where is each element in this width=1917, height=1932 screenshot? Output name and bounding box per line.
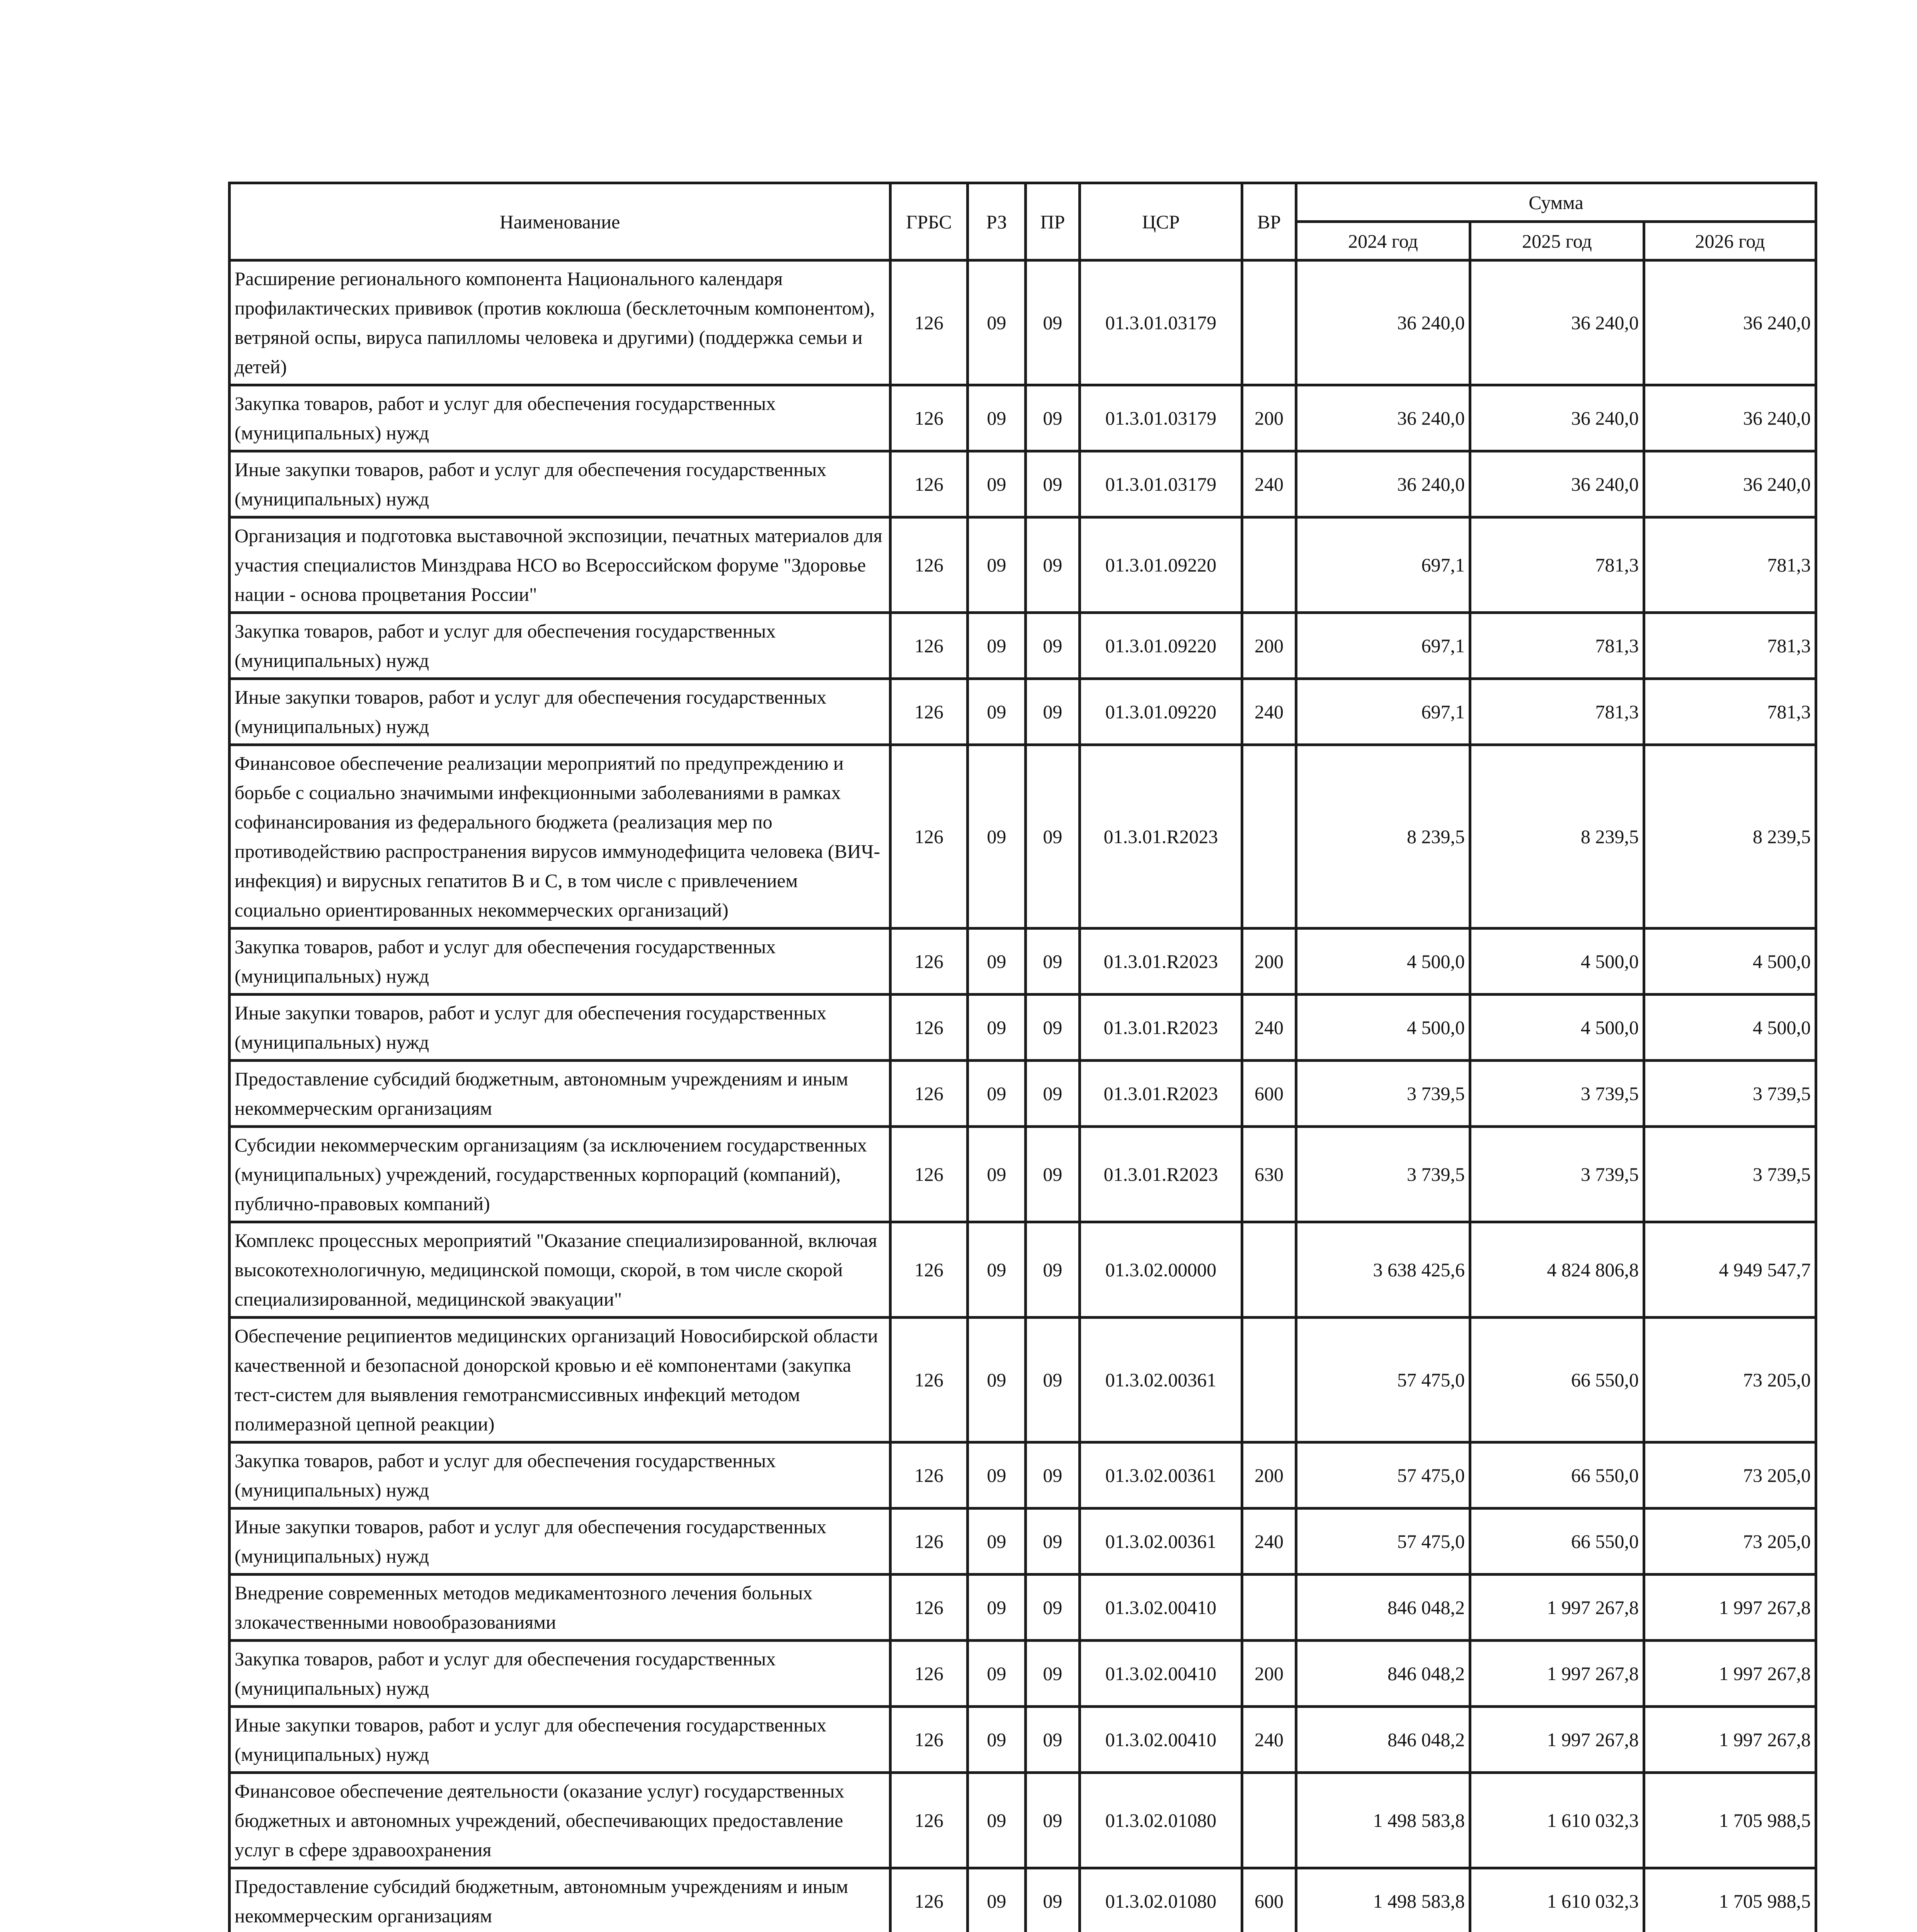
cell-name: Обеспечение реципиентов медицинских организаций Новосибирской области качественной и безопасной донорской кровью и её компонентами (закупка тест-систем для выявления гемотрансмиссивных инфекций методом полимеразной цепной реакции) — [230, 1318, 890, 1442]
table-row — [230, 1442, 1816, 1509]
col-header-rz: РЗ — [968, 183, 1026, 260]
cell-vr — [1242, 1318, 1296, 1442]
cell-2025: 781,3 — [1470, 613, 1644, 679]
table-row — [230, 679, 1816, 745]
table-row — [230, 1707, 1816, 1773]
cell-csr: 01.3.01.R2023 — [1080, 745, 1242, 929]
cell-name: Иные закупки товаров, работ и услуг для обеспечения государственных (муниципальных) нужд — [230, 451, 890, 517]
table-row — [230, 929, 1816, 995]
cell-2026: 36 240,0 — [1644, 260, 1816, 385]
cell-csr: 01.3.01.R2023 — [1080, 929, 1242, 995]
cell-rz: 09 — [968, 1641, 1026, 1707]
cell-2025: 36 240,0 — [1470, 385, 1644, 451]
cell-pr: 09 — [1026, 517, 1080, 613]
cell-name: Организация и подготовка выставочной экспозиции, печатных материалов для участия специалистов Минздрава НСО во Всероссийском форуме "Здоровье нации - основа процветания России" — [230, 517, 890, 613]
cell-2024: 3 739,5 — [1296, 1127, 1470, 1222]
table-row — [230, 745, 1816, 929]
cell-name: Иные закупки товаров, работ и услуг для обеспечения государственных (муниципальных) нужд — [230, 679, 890, 745]
cell-rz: 09 — [968, 995, 1026, 1061]
cell-csr: 01.3.01.09220 — [1080, 679, 1242, 745]
cell-2026: 781,3 — [1644, 679, 1816, 745]
cell-rz: 09 — [968, 929, 1026, 995]
cell-2024: 697,1 — [1296, 679, 1470, 745]
table-row — [230, 451, 1816, 517]
cell-name: Закупка товаров, работ и услуг для обеспечения государственных (муниципальных) нужд — [230, 385, 890, 451]
cell-2025: 1 997 267,8 — [1470, 1707, 1644, 1773]
cell-grbs: 126 — [890, 517, 968, 613]
col-header-pr: ПР — [1026, 183, 1080, 260]
cell-pr: 09 — [1026, 1127, 1080, 1222]
cell-csr: 01.3.02.00410 — [1080, 1641, 1242, 1707]
cell-2025: 66 550,0 — [1470, 1509, 1644, 1575]
cell-csr: 01.3.01.09220 — [1080, 613, 1242, 679]
cell-rz: 09 — [968, 613, 1026, 679]
cell-vr: 600 — [1242, 1868, 1296, 1932]
cell-2026: 1 997 267,8 — [1644, 1707, 1816, 1773]
cell-2024: 57 475,0 — [1296, 1442, 1470, 1509]
cell-name: Предоставление субсидий бюджетным, автономным учреждениям и иным некоммерческим организациям — [230, 1061, 890, 1127]
cell-2026: 3 739,5 — [1644, 1061, 1816, 1127]
header-row-1 — [230, 183, 1816, 222]
cell-grbs: 126 — [890, 1641, 968, 1707]
cell-pr: 09 — [1026, 1773, 1080, 1868]
cell-name: Предоставление субсидий бюджетным, автономным учреждениям и иным некоммерческим организациям — [230, 1868, 890, 1932]
table-row — [230, 1061, 1816, 1127]
cell-grbs: 126 — [890, 995, 968, 1061]
col-header-csr: ЦСР — [1080, 183, 1242, 260]
cell-grbs: 126 — [890, 1061, 968, 1127]
cell-2026: 4 949 547,7 — [1644, 1222, 1816, 1318]
cell-vr — [1242, 260, 1296, 385]
cell-rz: 09 — [968, 1575, 1026, 1641]
cell-grbs: 126 — [890, 1575, 968, 1641]
cell-2024: 3 638 425,6 — [1296, 1222, 1470, 1318]
cell-vr — [1242, 1773, 1296, 1868]
budget-table — [228, 182, 1817, 1932]
cell-2025: 36 240,0 — [1470, 260, 1644, 385]
cell-pr: 09 — [1026, 1442, 1080, 1509]
cell-pr: 09 — [1026, 1061, 1080, 1127]
cell-vr: 200 — [1242, 1641, 1296, 1707]
cell-2026: 781,3 — [1644, 517, 1816, 613]
cell-vr — [1242, 1575, 1296, 1641]
cell-2025: 36 240,0 — [1470, 451, 1644, 517]
cell-2025: 781,3 — [1470, 517, 1644, 613]
cell-name: Закупка товаров, работ и услуг для обеспечения государственных (муниципальных) нужд — [230, 929, 890, 995]
cell-2025: 3 739,5 — [1470, 1061, 1644, 1127]
cell-rz: 09 — [968, 679, 1026, 745]
cell-vr: 200 — [1242, 613, 1296, 679]
cell-2024: 8 239,5 — [1296, 745, 1470, 929]
cell-pr: 09 — [1026, 1318, 1080, 1442]
cell-2026: 73 205,0 — [1644, 1509, 1816, 1575]
cell-2025: 66 550,0 — [1470, 1318, 1644, 1442]
cell-csr: 01.3.02.00361 — [1080, 1442, 1242, 1509]
cell-pr: 09 — [1026, 613, 1080, 679]
cell-csr: 01.3.02.00361 — [1080, 1318, 1242, 1442]
cell-grbs: 126 — [890, 929, 968, 995]
cell-grbs: 126 — [890, 385, 968, 451]
cell-csr: 01.3.01.R2023 — [1080, 1061, 1242, 1127]
cell-2025: 1 997 267,8 — [1470, 1575, 1644, 1641]
cell-csr: 01.3.02.00410 — [1080, 1575, 1242, 1641]
cell-vr: 200 — [1242, 1442, 1296, 1509]
cell-2024: 1 498 583,8 — [1296, 1773, 1470, 1868]
cell-csr: 01.3.02.00361 — [1080, 1509, 1242, 1575]
cell-pr: 09 — [1026, 745, 1080, 929]
cell-pr: 09 — [1026, 260, 1080, 385]
cell-rz: 09 — [968, 385, 1026, 451]
cell-grbs: 126 — [890, 1773, 968, 1868]
cell-rz: 09 — [968, 260, 1026, 385]
cell-rz: 09 — [968, 1773, 1026, 1868]
cell-pr: 09 — [1026, 1222, 1080, 1318]
cell-2026: 1 997 267,8 — [1644, 1575, 1816, 1641]
cell-rz: 09 — [968, 517, 1026, 613]
cell-rz: 09 — [968, 451, 1026, 517]
cell-vr: 630 — [1242, 1127, 1296, 1222]
table-row — [230, 1868, 1816, 1932]
cell-rz: 09 — [968, 1222, 1026, 1318]
cell-pr: 09 — [1026, 995, 1080, 1061]
cell-csr: 01.3.02.01080 — [1080, 1868, 1242, 1932]
cell-rz: 09 — [968, 1868, 1026, 1932]
cell-name: Субсидии некоммерческим организациям (за исключением государственных (муниципальных) учреждений, государственных корпораций (компаний), публично-правовых компаний) — [230, 1127, 890, 1222]
cell-2024: 846 048,2 — [1296, 1707, 1470, 1773]
cell-rz: 09 — [968, 1127, 1026, 1222]
cell-vr — [1242, 745, 1296, 929]
cell-2025: 1 997 267,8 — [1470, 1641, 1644, 1707]
cell-grbs: 126 — [890, 679, 968, 745]
cell-csr: 01.3.01.03179 — [1080, 451, 1242, 517]
table-row — [230, 995, 1816, 1061]
table-row — [230, 1318, 1816, 1442]
cell-vr: 240 — [1242, 679, 1296, 745]
table-row — [230, 517, 1816, 613]
cell-2026: 4 500,0 — [1644, 929, 1816, 995]
table-row — [230, 385, 1816, 451]
cell-2024: 846 048,2 — [1296, 1641, 1470, 1707]
cell-2024: 57 475,0 — [1296, 1318, 1470, 1442]
cell-name: Иные закупки товаров, работ и услуг для обеспечения государственных (муниципальных) нужд — [230, 995, 890, 1061]
cell-csr: 01.3.02.00410 — [1080, 1707, 1242, 1773]
cell-2025: 781,3 — [1470, 679, 1644, 745]
table-row — [230, 1773, 1816, 1868]
cell-2025: 4 824 806,8 — [1470, 1222, 1644, 1318]
cell-2024: 1 498 583,8 — [1296, 1868, 1470, 1932]
cell-rz: 09 — [968, 1061, 1026, 1127]
cell-rz: 09 — [968, 1707, 1026, 1773]
cell-2025: 4 500,0 — [1470, 995, 1644, 1061]
table-row — [230, 1575, 1816, 1641]
cell-rz: 09 — [968, 745, 1026, 929]
cell-name: Расширение регионального компонента Национального календаря профилактических прививок (против коклюша (бесклеточным компонентом), ветряной оспы, вируса папилломы человека и другими) (поддержка семьи и детей) — [230, 260, 890, 385]
cell-2026: 1 705 988,5 — [1644, 1773, 1816, 1868]
cell-pr: 09 — [1026, 1509, 1080, 1575]
cell-vr: 200 — [1242, 929, 1296, 995]
cell-vr: 240 — [1242, 995, 1296, 1061]
cell-csr: 01.3.01.09220 — [1080, 517, 1242, 613]
cell-2025: 4 500,0 — [1470, 929, 1644, 995]
cell-csr: 01.3.01.R2023 — [1080, 1127, 1242, 1222]
cell-2024: 3 739,5 — [1296, 1061, 1470, 1127]
col-header-sum: Сумма — [1296, 183, 1816, 222]
cell-2026: 1 997 267,8 — [1644, 1641, 1816, 1707]
col-header-vr: ВР — [1242, 183, 1296, 260]
cell-vr — [1242, 517, 1296, 613]
cell-2024: 57 475,0 — [1296, 1509, 1470, 1575]
cell-vr: 200 — [1242, 385, 1296, 451]
cell-name: Комплекс процессных мероприятий "Оказание специализированной, включая высокотехнологичную, медицинской помощи, скорой, в том числе скорой специализированной, медицинской эвакуации" — [230, 1222, 890, 1318]
cell-name: Закупка товаров, работ и услуг для обеспечения государственных (муниципальных) нужд — [230, 1641, 890, 1707]
cell-rz: 09 — [968, 1442, 1026, 1509]
cell-2026: 73 205,0 — [1644, 1318, 1816, 1442]
cell-grbs: 126 — [890, 451, 968, 517]
table-body — [230, 260, 1816, 1932]
cell-2024: 697,1 — [1296, 517, 1470, 613]
cell-grbs: 126 — [890, 1509, 968, 1575]
col-header-2026: 2026 год — [1644, 222, 1816, 260]
table-row — [230, 1127, 1816, 1222]
cell-2025: 1 610 032,3 — [1470, 1868, 1644, 1932]
cell-vr: 240 — [1242, 451, 1296, 517]
cell-2026: 8 239,5 — [1644, 745, 1816, 929]
cell-2024: 36 240,0 — [1296, 260, 1470, 385]
cell-grbs: 126 — [890, 260, 968, 385]
cell-2026: 781,3 — [1644, 613, 1816, 679]
cell-pr: 09 — [1026, 1575, 1080, 1641]
cell-pr: 09 — [1026, 1641, 1080, 1707]
cell-2024: 4 500,0 — [1296, 995, 1470, 1061]
table-row — [230, 1641, 1816, 1707]
cell-pr: 09 — [1026, 385, 1080, 451]
cell-name: Иные закупки товаров, работ и услуг для обеспечения государственных (муниципальных) нужд — [230, 1707, 890, 1773]
cell-2026: 1 705 988,5 — [1644, 1868, 1816, 1932]
cell-2025: 8 239,5 — [1470, 745, 1644, 929]
cell-csr: 01.3.01.03179 — [1080, 385, 1242, 451]
cell-name: Иные закупки товаров, работ и услуг для обеспечения государственных (муниципальных) нужд — [230, 1509, 890, 1575]
col-header-grbs: ГРБС — [890, 183, 968, 260]
cell-name: Финансовое обеспечение реализации мероприятий по предупреждению и борьбе с социально значимыми инфекционными заболеваниями в рамках софинансирования из федерального бюджета (реализация мер по противодействию распространения вирусов иммунодефицита человека (ВИЧ-инфекция) и вирусных гепатитов В и С, в том числе с привлечением социально ориентированных некоммерческих организаций) — [230, 745, 890, 929]
cell-vr: 240 — [1242, 1509, 1296, 1575]
cell-2026: 36 240,0 — [1644, 451, 1816, 517]
cell-grbs: 126 — [890, 1127, 968, 1222]
cell-pr: 09 — [1026, 679, 1080, 745]
cell-2024: 36 240,0 — [1296, 385, 1470, 451]
table-row — [230, 613, 1816, 679]
cell-vr: 600 — [1242, 1061, 1296, 1127]
cell-grbs: 126 — [890, 745, 968, 929]
cell-2024: 4 500,0 — [1296, 929, 1470, 995]
cell-name: Закупка товаров, работ и услуг для обеспечения государственных (муниципальных) нужд — [230, 613, 890, 679]
cell-name: Закупка товаров, работ и услуг для обеспечения государственных (муниципальных) нужд — [230, 1442, 890, 1509]
cell-rz: 09 — [968, 1318, 1026, 1442]
cell-csr: 01.3.01.03179 — [1080, 260, 1242, 385]
cell-name: Внедрение современных методов медикаментозного лечения больных злокачественными новообразованиями — [230, 1575, 890, 1641]
col-header-2025: 2025 год — [1470, 222, 1644, 260]
cell-grbs: 126 — [890, 613, 968, 679]
cell-csr: 01.3.01.R2023 — [1080, 995, 1242, 1061]
cell-2026: 73 205,0 — [1644, 1442, 1816, 1509]
cell-2025: 66 550,0 — [1470, 1442, 1644, 1509]
cell-csr: 01.3.02.01080 — [1080, 1773, 1242, 1868]
cell-csr: 01.3.02.00000 — [1080, 1222, 1242, 1318]
cell-name: Финансовое обеспечение деятельности (оказание услуг) государственных бюджетных и автономных учреждений, обеспечивающих предоставление услуг в сфере здравоохранения — [230, 1773, 890, 1868]
cell-grbs: 126 — [890, 1707, 968, 1773]
cell-vr — [1242, 1222, 1296, 1318]
cell-grbs: 126 — [890, 1318, 968, 1442]
cell-grbs: 126 — [890, 1442, 968, 1509]
table-row — [230, 260, 1816, 385]
cell-rz: 09 — [968, 1509, 1026, 1575]
cell-pr: 09 — [1026, 929, 1080, 995]
cell-2026: 3 739,5 — [1644, 1127, 1816, 1222]
cell-2025: 1 610 032,3 — [1470, 1773, 1644, 1868]
cell-2024: 36 240,0 — [1296, 451, 1470, 517]
cell-pr: 09 — [1026, 1707, 1080, 1773]
cell-2024: 697,1 — [1296, 613, 1470, 679]
cell-2026: 36 240,0 — [1644, 385, 1816, 451]
cell-2026: 4 500,0 — [1644, 995, 1816, 1061]
cell-2025: 3 739,5 — [1470, 1127, 1644, 1222]
table-row — [230, 1509, 1816, 1575]
cell-grbs: 126 — [890, 1222, 968, 1318]
cell-pr: 09 — [1026, 451, 1080, 517]
table-row — [230, 1222, 1816, 1318]
cell-vr: 240 — [1242, 1707, 1296, 1773]
cell-2024: 846 048,2 — [1296, 1575, 1470, 1641]
cell-pr: 09 — [1026, 1868, 1080, 1932]
cell-grbs: 126 — [890, 1868, 968, 1932]
col-header-name: Наименование — [230, 183, 890, 260]
col-header-2024: 2024 год — [1296, 222, 1470, 260]
